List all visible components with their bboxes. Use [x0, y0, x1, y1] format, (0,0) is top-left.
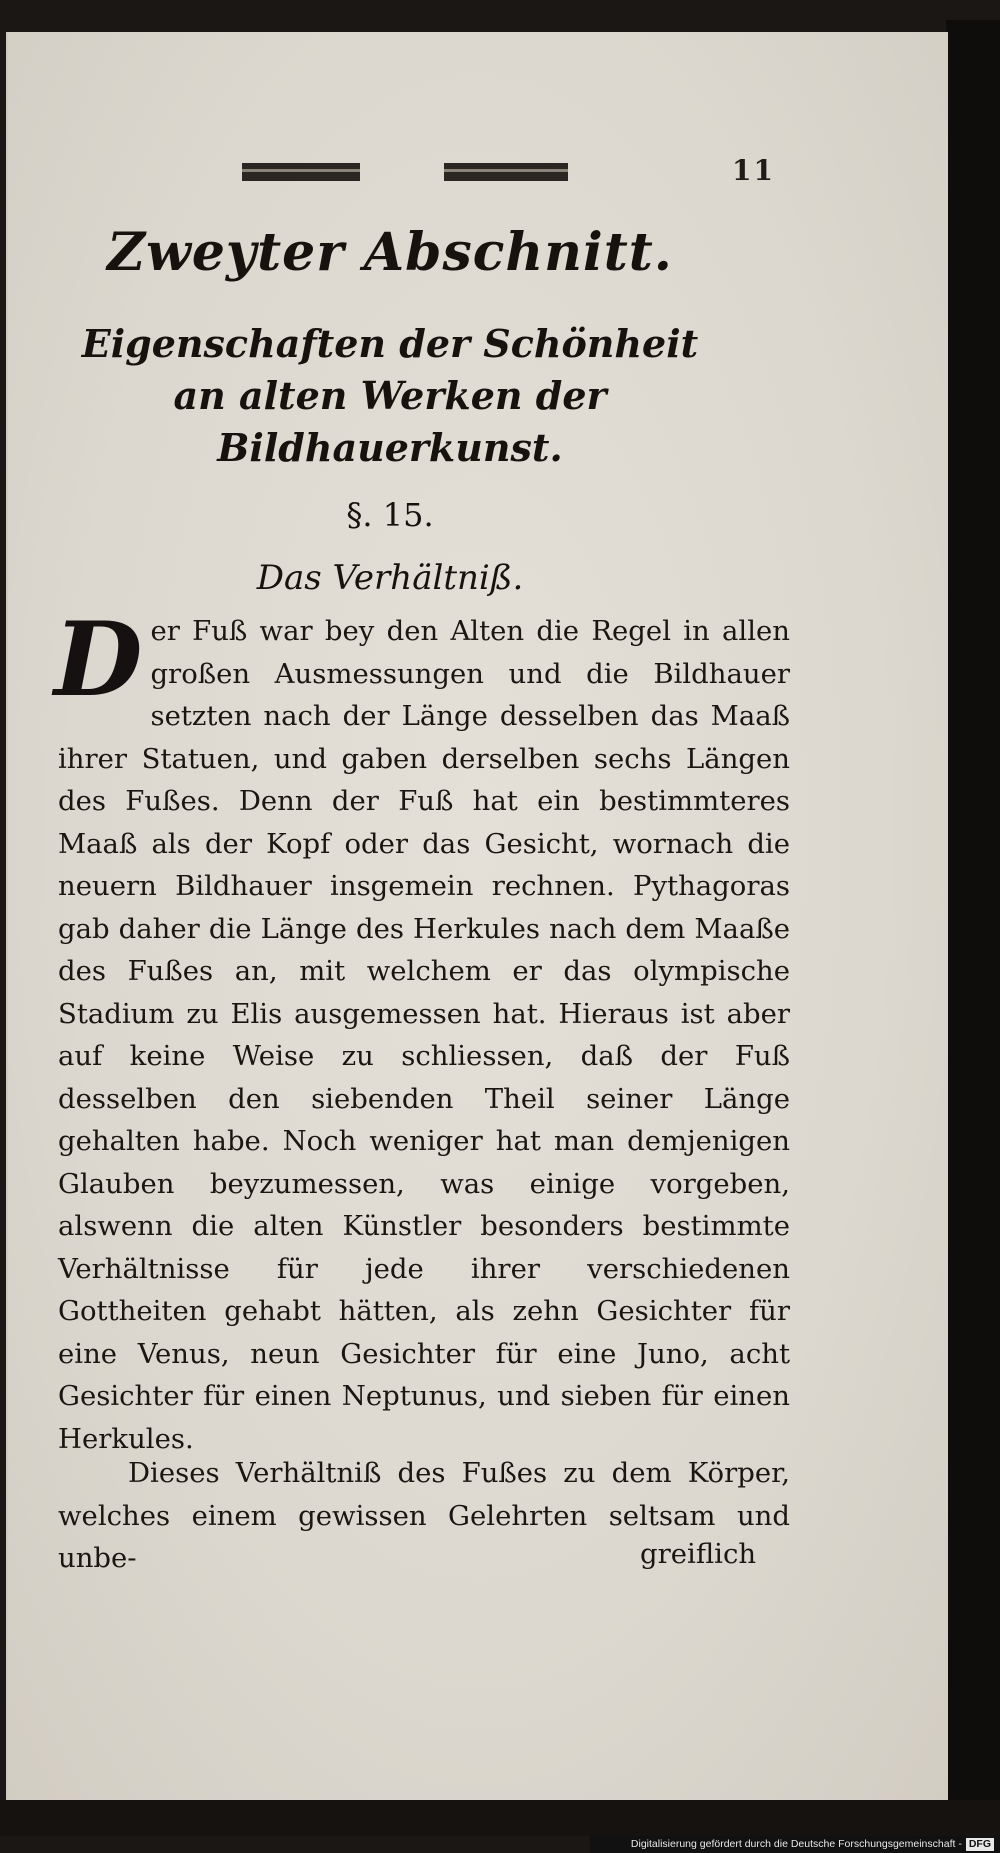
dfg-logo-badge: DFG — [966, 1838, 994, 1851]
drop-cap: D — [54, 600, 143, 720]
subsection-title: Das Verhältniß. — [256, 558, 524, 598]
section-number: §. 15. — [346, 496, 434, 534]
page-number: 11 — [732, 154, 775, 187]
chapter-title: Zweyter Abschnitt. — [107, 222, 673, 283]
catchword: greiflich — [640, 1538, 757, 1570]
body-paragraph-2: Dieses Verhältniß des Fußes zu dem Körper, welches einem gewissen Gelehrten seltsam und unbe- — [58, 1457, 790, 1574]
book-spine-shadow — [946, 20, 1000, 1810]
digitization-credit — [590, 1836, 1000, 1853]
credit-text: Digitalisierung gefördert durch die Deutsche Forschungsgemeinschaft - — [630, 1838, 962, 1850]
paragraph-1-text: er Fuß war bey den Alten die Regel in allen großen Ausmessungen und die Bildhauer setzten nach der Länge desselben das Maaß ihrer Statuen, und gaben derselben sechs Längen des Fußes. Denn der Fuß hat ein bestimmteres Maaß als der Kopf oder das Gesicht, wornach die neuern Bildhauer insgemein rechnen. Pythagoras gab daher die Länge des Herkules nach dem Maaße des Fußes an, mit welchem er das olympische Stadium zu Elis ausgemessen hat. Hieraus ist aber auf keine Weise zu schliessen, daß der Fuß desselben den siebenden Theil seiner Länge gehalten habe. Noch weniger hat man demjenigen Glauben beyzumessen, was einige vorgeben, alswenn die alten Künstler besonders bestimmte Verhältnisse für jede ihrer verschiedenen Gottheiten gehabt hätten, als zehn Gesichter für eine Venus, neun Gesichter für eine Juno, acht Gesichter für einen Neptunus, und sieben für einen Herkules. — [58, 615, 790, 1455]
section-title: Eigenschaften der Schönheit an alten Werken der Bildhauerkunst. — [81, 321, 699, 470]
bottom-edge-shadow — [0, 1800, 1000, 1836]
body-paragraph-1 — [54, 600, 790, 1460]
ornament-rule-right — [444, 163, 568, 181]
ornament-rule-left — [242, 163, 360, 181]
